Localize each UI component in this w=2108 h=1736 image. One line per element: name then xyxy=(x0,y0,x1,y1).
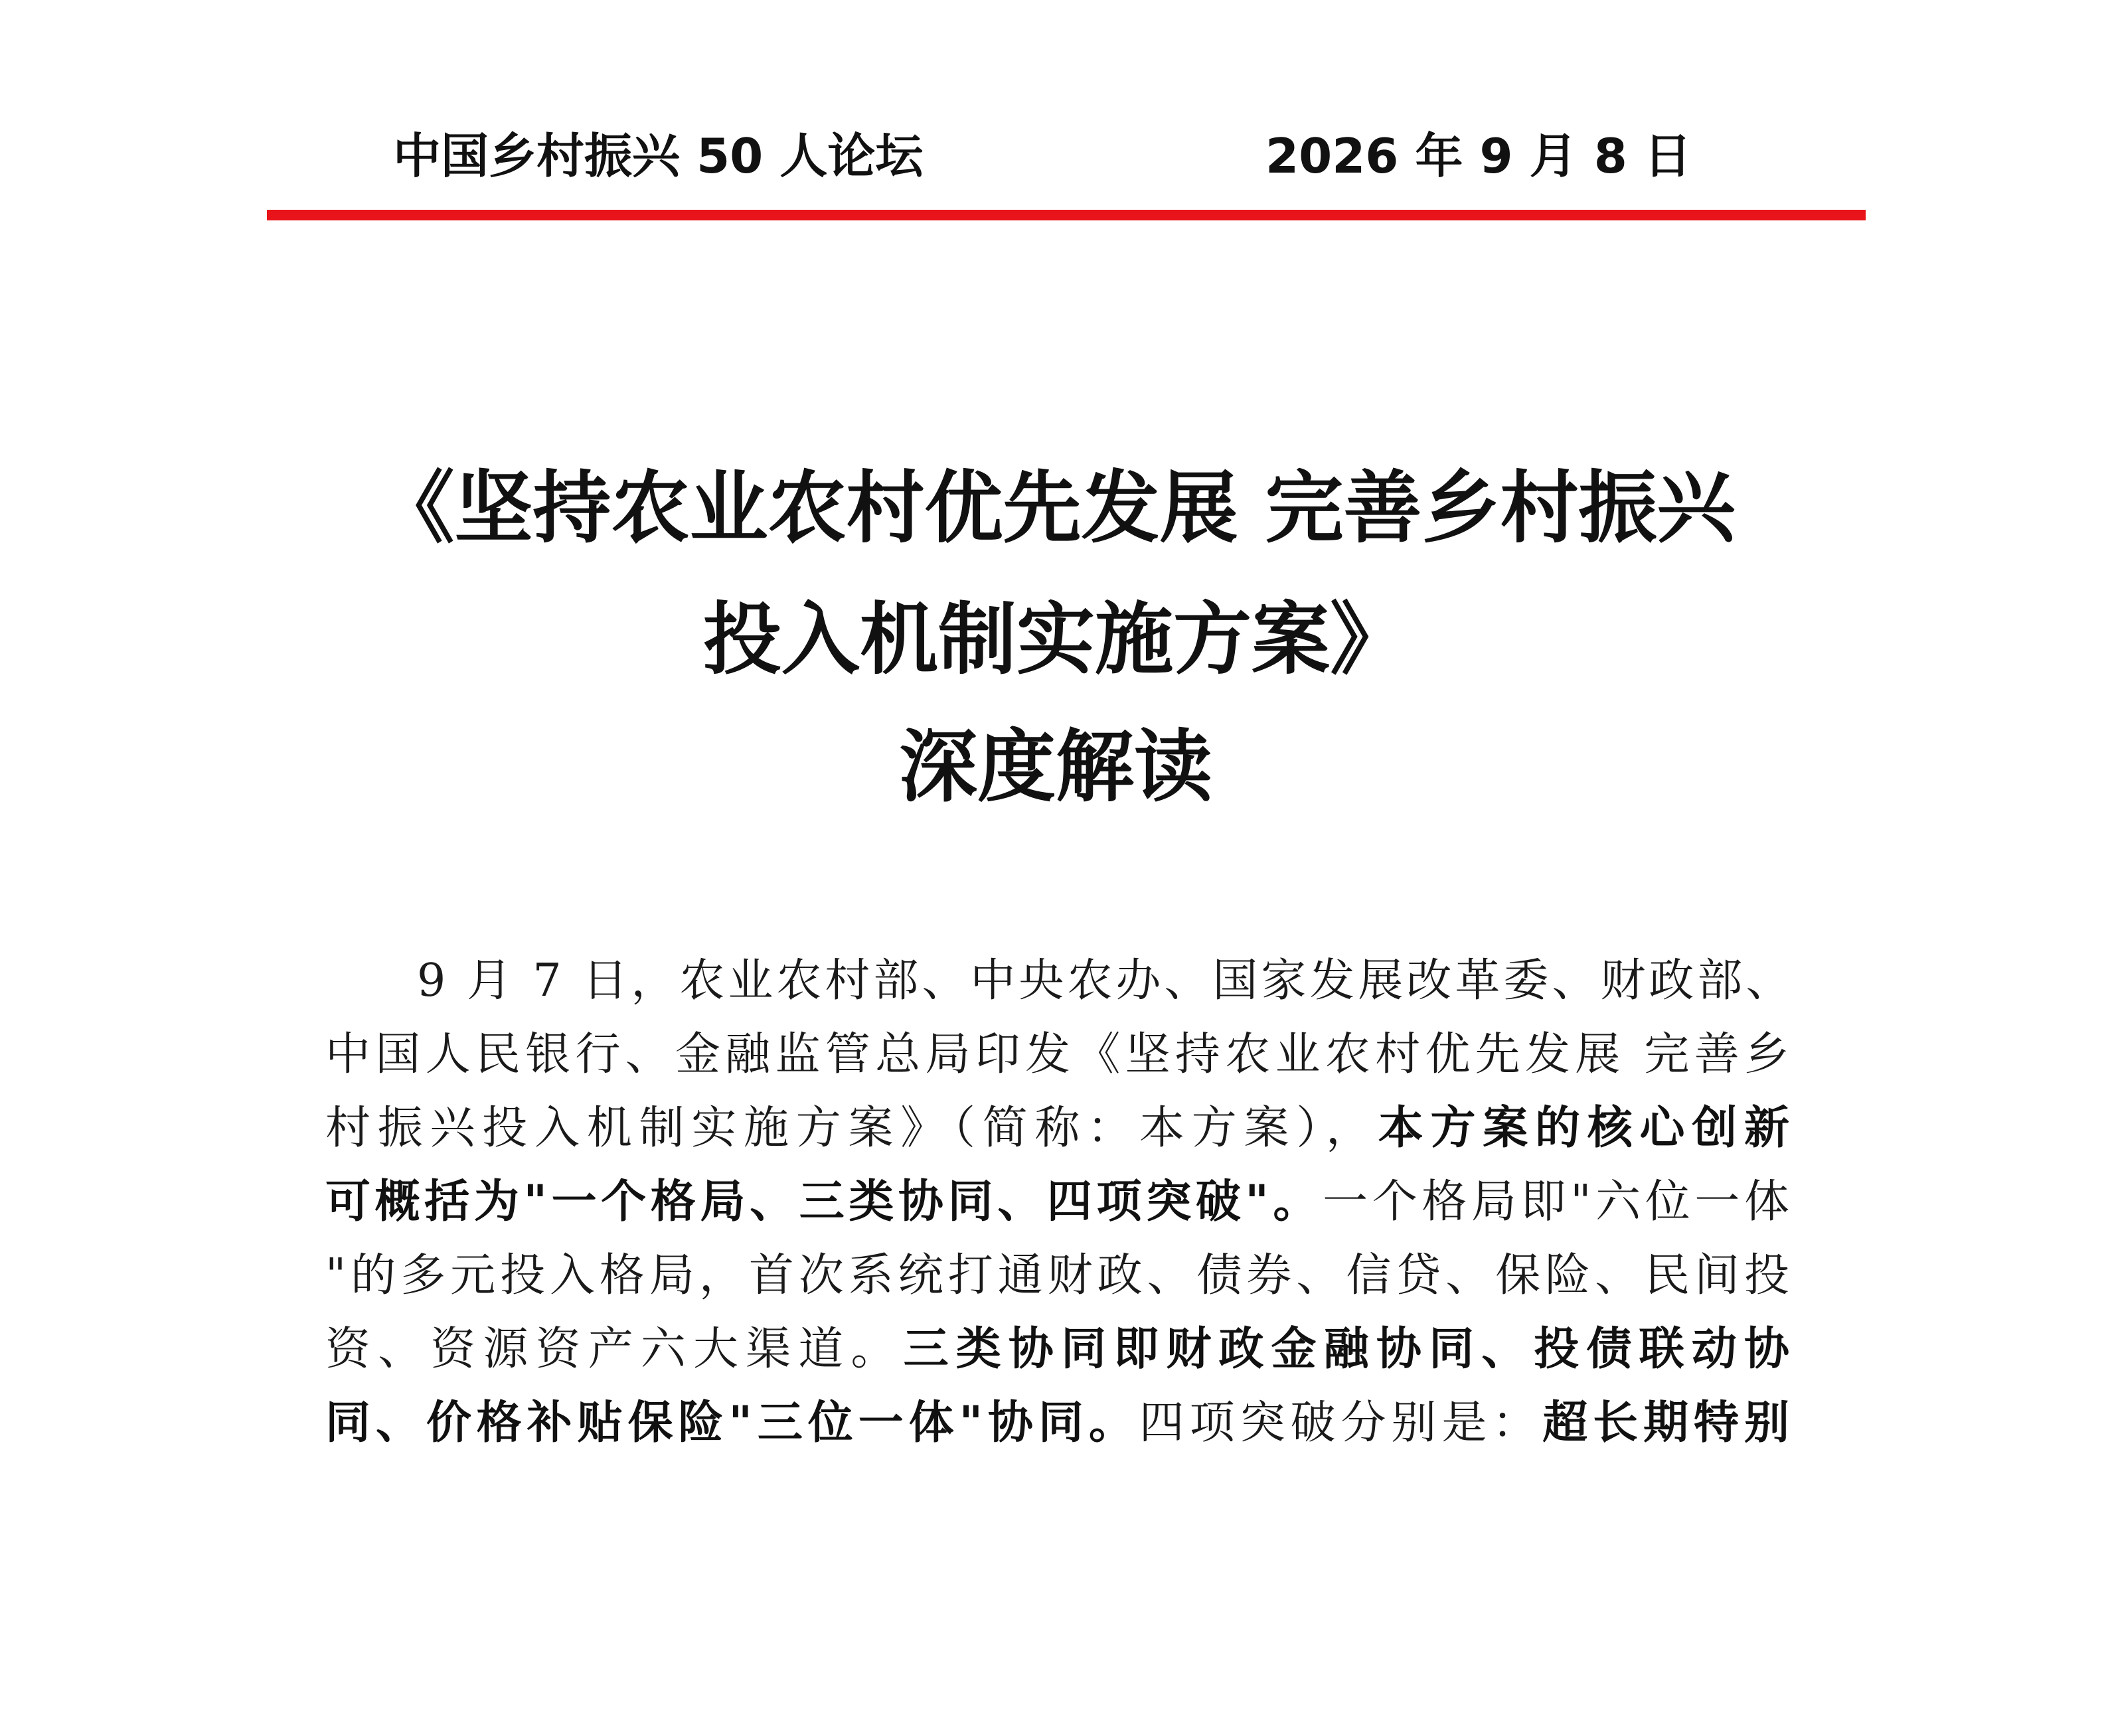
body-bold-segment: 同、价格补贴保险"三位一体"协同。 xyxy=(325,1397,1139,1449)
body-bold-segment: 超长期特别 xyxy=(1542,1397,1793,1449)
red-header-rule xyxy=(267,210,1866,220)
body-line xyxy=(325,1018,1793,1091)
body-line xyxy=(325,1312,1793,1386)
body-text-segment: 9 月 7 日，农业农村部、中央农办、国家发展改革委、财政部、 xyxy=(417,955,1795,1007)
body-line xyxy=(325,1239,1793,1312)
body-bold-segment: 可概括为"一个格局、三类协同、四项突破"。 xyxy=(325,1176,1323,1228)
body-text-segment: 一个格局即"六位一体 xyxy=(1323,1176,1793,1228)
header-organization: 中国乡村振兴 50 人论坛 xyxy=(393,128,924,184)
body-paragraph xyxy=(325,944,1793,1460)
body-bold-segment: 三类协同即财政金融协同、投债联动协 xyxy=(903,1323,1793,1376)
body-bold-segment: 本方案的核心创新 xyxy=(1378,1102,1793,1154)
body-line xyxy=(325,1091,1793,1165)
body-line xyxy=(325,1165,1793,1239)
body-text-segment: "的多元投入格局，首次系统打通财政、债券、信贷、保险、民间投 xyxy=(325,1249,1793,1302)
body-text-segment: 资、资源资产六大渠道。 xyxy=(325,1323,904,1376)
body-text-segment: 中国人民银行、金融监管总局印发《坚持农业农村优先发展 完善乡 xyxy=(325,1028,1793,1081)
body-text-segment: 四项突破分别是： xyxy=(1139,1397,1543,1449)
document-title-line-1: 《坚持农业农村优先发展 完善乡村振兴 xyxy=(376,462,1736,554)
document-title-line-2: 投入机制实施方案》 xyxy=(702,593,1408,685)
document-subtitle: 深度解读 xyxy=(898,721,1212,813)
body-line xyxy=(325,1386,1793,1460)
header-date: 2026 年 9 月 8 日 xyxy=(1265,128,1692,184)
body-line xyxy=(325,944,1793,1018)
body-text-segment: 村振兴投入机制实施方案》（简称：本方案）， xyxy=(325,1102,1378,1154)
